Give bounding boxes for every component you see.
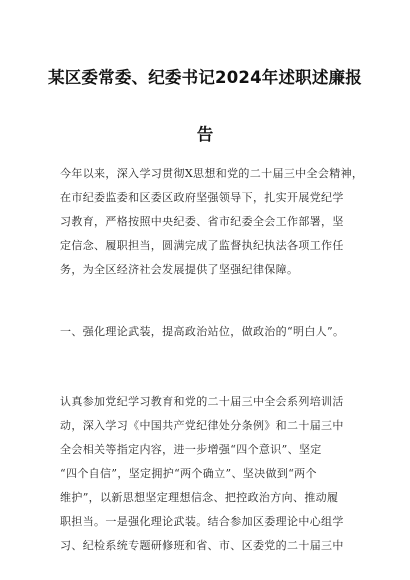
text-line: 习、纪检系统专题研修班和省、市、区委党的二十届三中 <box>60 539 344 552</box>
paragraph-intro <box>60 162 364 282</box>
document-title-continued: 告 <box>196 125 214 144</box>
text-line: 维护”，以新思想坚定理想信念、把控政治方向、推动履 <box>60 491 339 504</box>
text-line: 职担当。一是强化理论武装。结合参加区委理论中心组学 <box>60 515 344 528</box>
text-line: 务，为全区经济社会发展提供了坚强纪律保障。 <box>60 263 299 276</box>
text-line: 一、强化理论武装，提高政治站位，做政治的“明白人”。 <box>60 325 345 338</box>
text-line: 动，深入学习《中国共产党纪律处分条例》和二十届三中 <box>60 419 344 432</box>
text-line: “四个自信”，坚定拥护“两个确立”、坚决做到“两个 <box>60 467 317 480</box>
paragraph-body <box>60 390 360 558</box>
section-heading <box>60 320 360 344</box>
text-line: 在市纪委监委和区委区政府坚强领导下，扎实开展党纪学 <box>60 191 344 204</box>
text-line: 定信念、履职担当，圆满完成了监督执纪执法各项工作任 <box>60 239 344 252</box>
text-line: 习教育，严格按照中央纪委、省市纪委全会工作部署，坚 <box>60 215 344 228</box>
text-line: 全会相关等指定内容，进一步增强“四个意识”、坚定 <box>60 443 322 456</box>
document-title: 某区委常委、纪委书记2024年述职述廉报 <box>48 68 362 87</box>
text-line: 今年以来，深入学习贯彻X思想和党的二十届三中全会精神， <box>60 167 364 180</box>
text-line: 认真参加党纪学习教育和党的二十届三中全会系列培训活 <box>60 395 344 408</box>
